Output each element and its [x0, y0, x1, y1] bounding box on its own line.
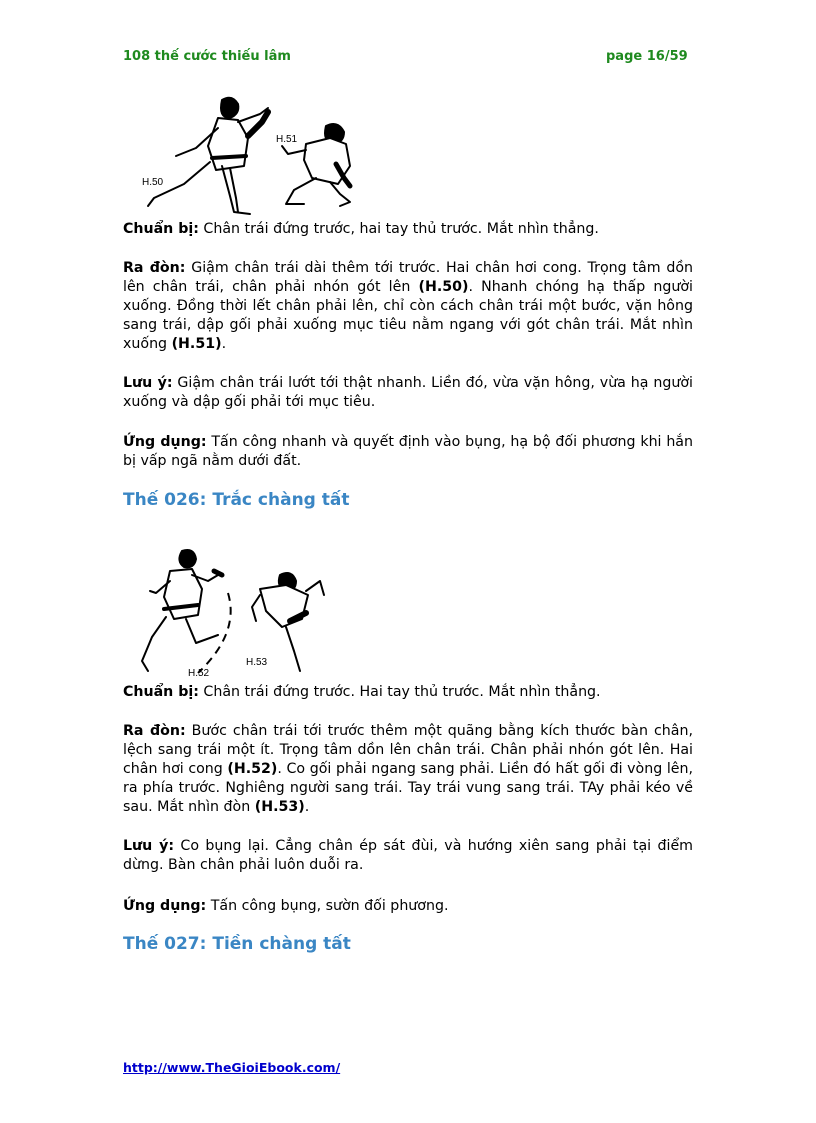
header-title: 108 thế cước thiếu lâm	[123, 49, 291, 64]
the026-luuy	[123, 837, 693, 875]
ref-h52: (H.52)	[227, 761, 278, 777]
label-radon: Ra đòn:	[123, 260, 186, 276]
text-chuanbi: Chân trái đứng trước. Hai tay thủ trước. Mắt nhìn thẳng.	[198, 684, 601, 700]
text-radon-1: Giậm chân trái dài thêm tới trước. Hai chân hơi cong. Trọng tâm dồn lên chân trái, chân phải nhón gót lên	[123, 260, 693, 295]
page-number: page 16/59	[606, 49, 688, 64]
fighter-h52-illustration	[142, 550, 222, 671]
label-ungdung: Ứng dụng:	[123, 898, 207, 914]
text-radon-2: . Nhanh chóng hạ thấp người xuống. Đồng thời lết chân phải lên, chỉ còn cách chân trái một bước, vặn hông sang trái, dập gối phải xuống mục tiêu nằm ngang với gót chân trái. Mắt nhìn xuống	[123, 279, 693, 352]
the025-ungdung	[123, 433, 693, 471]
the025-luuy	[123, 374, 693, 412]
figure-h52-h53	[130, 545, 340, 680]
the026-ungdung	[123, 897, 693, 916]
the025-radon	[123, 259, 693, 354]
label-radon: Ra đòn:	[123, 723, 186, 739]
text-radon-1: Bước chân trái tới trước thêm một quãng bằng kích thước bàn chân, lệch sang trái một ít. Trọng tâm dồn lên chân trái. Chân phải nhón gót lên. Hai chân hơi cong	[123, 723, 693, 777]
the026-chuanbi	[123, 683, 693, 702]
figure-label-h52: H.52	[188, 668, 210, 679]
figure-label-h53: H.53	[246, 657, 268, 668]
section-title-the027: Thế 027: Tiền chàng tất	[123, 934, 351, 954]
label-ungdung: Ứng dụng:	[123, 434, 207, 450]
ref-h50: (H.50)	[418, 279, 469, 295]
label-chuanbi: Chuẩn bị:	[123, 684, 199, 700]
text-ungdung: Tấn công nhanh và quyết định vào bụng, hạ bộ đối phương khi hắn bị vấp ngã nằm dưới đất.	[123, 434, 693, 469]
text-radon-3: .	[221, 336, 227, 352]
figure-label-h50: H.50	[142, 177, 164, 188]
label-luuy: Lưu ý:	[123, 375, 173, 391]
section-title-the026: Thế 026: Trắc chàng tất	[123, 490, 350, 510]
text-luuy: Giậm chân trái lướt tới thật nhanh. Liền đó, vừa vặn hông, vừa hạ người xuống và dập gối phải tới mục tiêu.	[123, 375, 694, 410]
ref-h53: (H.53)	[254, 799, 305, 815]
label-chuanbi: Chuẩn bị:	[123, 221, 199, 237]
the025-chuanbi	[123, 220, 693, 239]
figure-h50-h51	[130, 92, 360, 217]
kick-trajectory-arc	[198, 593, 231, 673]
figure-label-h51: H.51	[276, 134, 298, 145]
the026-radon	[123, 722, 693, 817]
text-radon-2: . Co gối phải ngang sang phải. Liền đó hất gối đi vòng lên, ra phía trước. Nghiêng người sang trái. Tay trái vung sang trái. TAy phải kéo về sau. Mắt nhìn đòn	[123, 761, 693, 815]
label-luuy: Lưu ý:	[123, 838, 175, 854]
text-ungdung: Tấn công bụng, sườn đối phương.	[206, 898, 449, 914]
footer-link[interactable]: http://www.TheGioiEbook.com/	[123, 1060, 341, 1075]
fighter-h50-illustration	[148, 98, 268, 214]
ref-h51: (H.51)	[171, 336, 222, 352]
text-luuy: Co bụng lại. Cẳng chân ép sát đùi, và hướng xiên sang phải tại điểm dừng. Bàn chân phải luôn duỗi ra.	[123, 838, 693, 873]
text-chuanbi: Chân trái đứng trước, hai tay thủ trước. Mắt nhìn thẳng.	[198, 221, 599, 237]
text-radon-3: .	[304, 799, 310, 815]
